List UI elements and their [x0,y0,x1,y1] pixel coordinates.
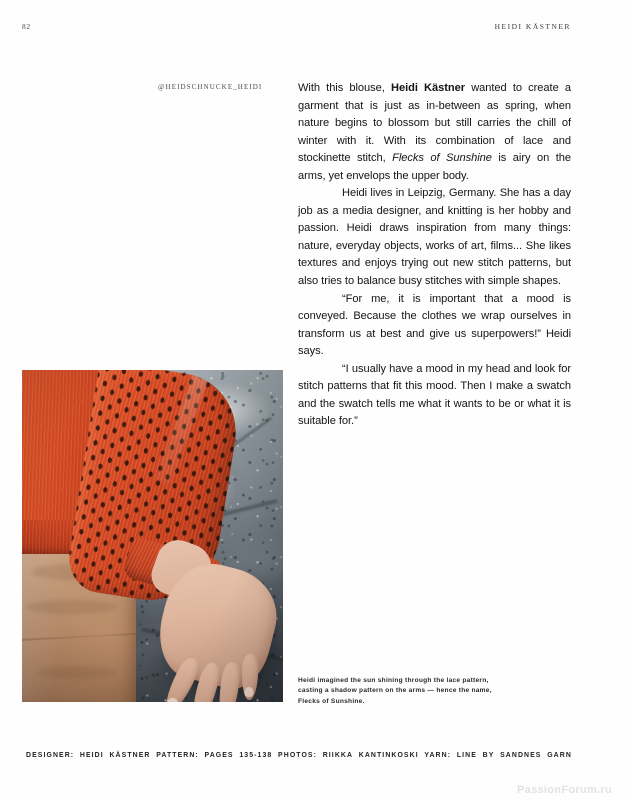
text-run: With this blouse, [298,82,391,94]
credit-token: 135-138 [239,752,273,759]
designer-social-handle: @HEIDSCHNUCKE_HEIDI [158,83,263,91]
credit-token: LINE [456,752,477,759]
photo-caption: Heidi imagined the sun shining through the lace pattern, casting a shadow pattern on the arms — hence the name, Flecks of Sunshine. [298,677,492,705]
text-run: Heidi lives in Leipzig, Germany. She has a day job as a media designer, and knitting is her hobby and passion. Heidi draws inspiration from many things: nature, everyday objects, works of art, films... She likes textures and enjoys trying out new stitch patterns, but also tries to balance busy stitches with simple shapes. [298,187,571,288]
designer-name-emphasis: Heidi Kästner [391,82,466,94]
text-run: “I usually have a mood in my head and look for stitch patterns that fit this mood. Then I make a swatch and the swatch tells me what it wants to be or what it is suitable for.” [298,362,571,428]
text-run: “For me, it is important that a mood is conveyed. Because the clothes we wrap ourselves in transform us at best and give us superpowers!” Heidi says. [298,292,571,358]
fabric-fold [38,666,116,679]
site-watermark: PassionForum.ru [517,784,612,796]
text-run: is airy on the arms, yet envelops the upper body. [298,152,571,182]
credit-token: SANDNES [500,752,542,759]
trouser-seam [22,633,136,641]
running-head-title: HEIDI KÄSTNER [494,22,571,31]
article-paragraph [298,185,571,290]
credit-token: KANTINKOSKI [358,752,419,759]
footer-credits [26,752,572,759]
fabric-fold [26,600,118,614]
fingernail [244,687,253,697]
article-body [298,80,571,431]
article-paragraph [298,80,571,185]
article-paragraph [298,291,571,361]
credit-token: GARN [547,752,572,759]
credit-token: PATTERN: [156,752,199,759]
article-paragraph [298,361,571,431]
credit-token: HEIDI [79,752,104,759]
credit-token: BY [482,752,495,759]
credit-token: DESIGNER: [26,752,75,759]
running-head [22,22,571,34]
photo-content [22,370,283,702]
fingernail [165,696,180,702]
credit-token: YARN: [424,752,452,759]
text-run: wanted to create a garment that is just as in-between as spring, when nature begins to blossom but still carries the chill of winter with it. With its combination of lace and stockinette stitch, [298,82,571,165]
page-number: 82 [22,22,31,31]
credit-token: PAGES [204,752,234,759]
credit-token: KÄSTNER [109,752,151,759]
credit-token: PHOTOS: [278,752,318,759]
credit-token: RIIKKA [322,752,354,759]
article-photo [22,370,283,702]
pattern-name-emphasis: Flecks of Sunshine [392,152,492,165]
